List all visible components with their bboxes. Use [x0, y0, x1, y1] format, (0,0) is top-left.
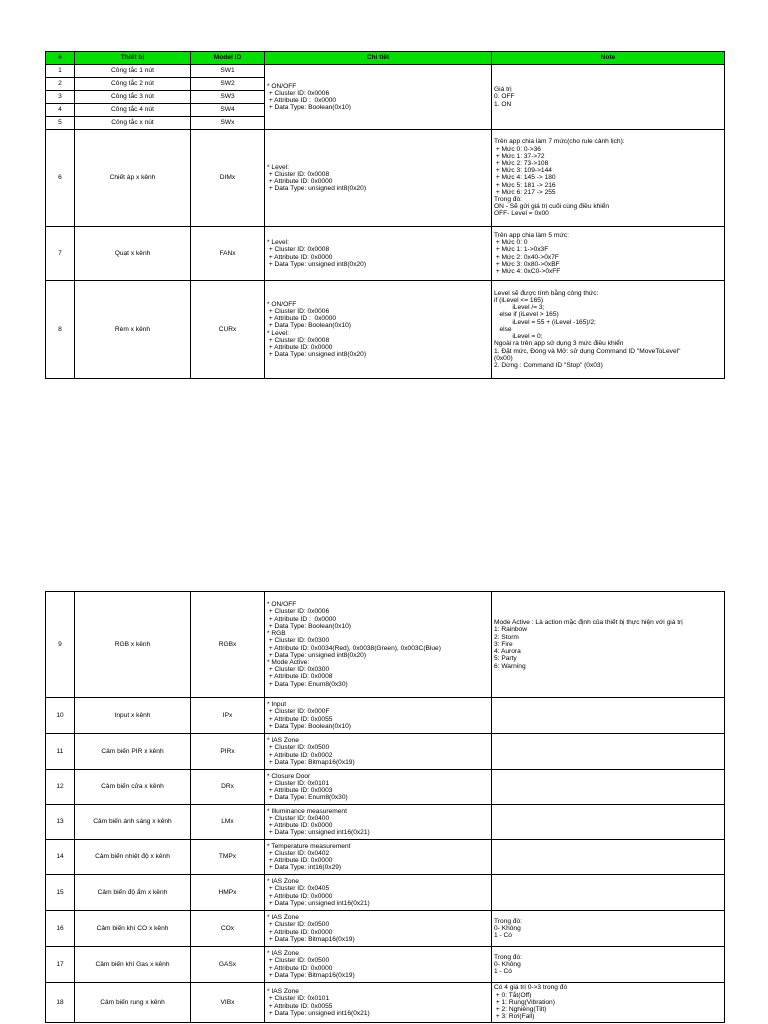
row-number: 3 — [46, 91, 75, 104]
row-detail: * ON/OFF + Cluster ID: 0x0006 + Attribute ID : 0x0000 + Data Type: Boolean(0x10) * Level: + Cluster ID: 0x0008 + Attribute ID: 0x0000 + Data Type: unsigned int8(0x20) — [265, 281, 492, 379]
row-model-id: SW4 — [191, 104, 265, 117]
row-device: Cảm biến nhiệt độ x kênh — [75, 840, 191, 875]
row-number: 8 — [46, 281, 75, 379]
row-note: Có 4 giá trị 0->3 trong đó + 0: Tắt(Off) + 1: Rung(Vibration) + 2: Nghiêng(Tilt) + 3: Rơi(Fall) — [492, 983, 725, 1023]
table-row — [46, 734, 725, 770]
row-model-id: SWx — [191, 117, 265, 130]
row-model-id: DRx — [191, 770, 265, 805]
row-model-id: SW3 — [191, 91, 265, 104]
row-model-id: PIRx — [191, 734, 265, 770]
table-row — [46, 281, 725, 379]
row-model-id: SW1 — [191, 65, 265, 78]
row-model-id: CURx — [191, 281, 265, 379]
row-detail: * ON/OFF + Cluster ID: 0x0006 + Attribute ID : 0x0000 + Data Type: Boolean(0x10) — [265, 65, 492, 130]
table-row — [46, 947, 725, 983]
row-number: 6 — [46, 130, 75, 227]
row-device: Công tắc 1 nút — [75, 65, 191, 78]
row-model-id: TMPx — [191, 840, 265, 875]
row-number: 15 — [46, 875, 75, 911]
row-device: Cảm biến khí Gas x kênh — [75, 947, 191, 983]
row-number: 5 — [46, 117, 75, 130]
row-device: Input x kênh — [75, 698, 191, 734]
row-number: 4 — [46, 104, 75, 117]
row-note — [492, 805, 725, 840]
row-detail: * Illuminance measurement + Cluster ID: 0x0400 + Attribute ID: 0x0000 + Data Type: unsigned int16(0x21) — [265, 805, 492, 840]
row-device: Cảm biến độ ẩm x kênh — [75, 875, 191, 911]
row-number: 9 — [46, 592, 75, 698]
row-device: Cảm biến khí CO x kênh — [75, 911, 191, 947]
header-device: Thiết bị — [75, 52, 191, 65]
row-device: Cảm biến cửa x kênh — [75, 770, 191, 805]
row-model-id: FANx — [191, 227, 265, 281]
row-detail: * IAS Zone + Cluster ID: 0x0405 + Attribute ID: 0x0000 + Data Type: unsigned int16(0x21) — [265, 875, 492, 911]
device-table-1 — [45, 51, 725, 379]
row-detail: * Level: + Cluster ID: 0x0008 + Attribute ID: 0x0000 + Data Type: unsigned int8(0x20) — [265, 130, 492, 227]
table-row — [46, 65, 725, 78]
row-number: 16 — [46, 911, 75, 947]
row-number: 2 — [46, 78, 75, 91]
table-row — [46, 130, 725, 227]
table-row — [46, 911, 725, 947]
row-note: Trên app chia làm 7 mức(cho rule cảnh lịch): + Mức 0: 0->36 + Mức 1: 37->72 + Mức 2: 73->108 + Mức 3: 109->144 + Mức 4: 145 -> 180 + Mức 5: 181 -> 216 + Mức 6: 217 -> 255 Trong đó: ON - Sẽ gửi giá trị cuối cùng điều khiển OFF- Level = 0x00 — [492, 130, 725, 227]
table-row — [46, 770, 725, 805]
row-detail: * ON/OFF + Cluster ID: 0x0006 + Attribute ID : 0x0000 + Data Type: Boolean(0x10) * RGB + Cluster ID: 0x0300 + Attribute ID: 0x0034(Red), 0x0038(Green), 0x003C(Blue) + Data Type: unsigned int8(0x20) * Mode Active: + Cluster ID: 0x0300 + Attribute ID: 0x0008 + Data Type: Enum8(0x30) — [265, 592, 492, 698]
row-model-id: COx — [191, 911, 265, 947]
row-detail: * Temperature measurement + Cluster ID: 0x0402 + Attribute ID: 0x0000 + Data Type: int16(0x29) — [265, 840, 492, 875]
row-number: 7 — [46, 227, 75, 281]
row-number: 13 — [46, 805, 75, 840]
row-note — [492, 875, 725, 911]
header-number: # — [46, 52, 75, 65]
header-model-id: Model ID — [191, 52, 265, 65]
row-detail: * IAS Zone + Cluster ID: 0x0500 + Attribute ID: 0x0000 + Data Type: Bitmap16(0x19) — [265, 911, 492, 947]
row-note: Mode Active : Là action mặc định của thiết bị thực hiện với giá trị 1: Rainbow 2: Storm 3: Fire 4: Aurora 5: Party 6: Warning — [492, 592, 725, 698]
row-detail: * IAS Zone + Cluster ID: 0x0101 + Attribute ID: 0x0055 + Data Type: unsigned int16(0x21) — [265, 983, 492, 1023]
row-model-id: HMPx — [191, 875, 265, 911]
row-note — [492, 698, 725, 734]
row-note: Trong đó: 0- Không 1 - Có — [492, 947, 725, 983]
row-device: Rèm x kênh — [75, 281, 191, 379]
row-model-id: VIBx — [191, 983, 265, 1023]
row-model-id: SW2 — [191, 78, 265, 91]
row-number: 14 — [46, 840, 75, 875]
row-model-id: GASx — [191, 947, 265, 983]
row-model-id: IPx — [191, 698, 265, 734]
table-row — [46, 983, 725, 1023]
row-number: 18 — [46, 983, 75, 1023]
row-note — [492, 840, 725, 875]
row-model-id: LMx — [191, 805, 265, 840]
device-table-2 — [45, 591, 725, 1023]
row-detail: * Input + Cluster ID: 0x000F + Attribute ID: 0x0055 + Data Type: Boolean(0x10) — [265, 698, 492, 734]
row-number: 12 — [46, 770, 75, 805]
row-device: RGB x kênh — [75, 592, 191, 698]
table-row — [46, 875, 725, 911]
row-device: Quạt x kênh — [75, 227, 191, 281]
header-note: Note — [492, 52, 725, 65]
row-device: Công tắc x nút — [75, 117, 191, 130]
row-detail: * Closure Door + Cluster ID: 0x0101 + Attribute ID: 0x0003 + Data Type: Enum8(0x30) — [265, 770, 492, 805]
row-device: Cảm biến rung x kênh — [75, 983, 191, 1023]
row-model-id: RGBx — [191, 592, 265, 698]
row-number: 10 — [46, 698, 75, 734]
row-number: 17 — [46, 947, 75, 983]
row-model-id: DIMx — [191, 130, 265, 227]
row-number: 11 — [46, 734, 75, 770]
row-device: Cảm biến ánh sáng x kênh — [75, 805, 191, 840]
row-note: Trong đó: 0- Không 1 - Có — [492, 911, 725, 947]
row-note — [492, 770, 725, 805]
row-device: Công tắc 2 nút — [75, 78, 191, 91]
table-row — [46, 227, 725, 281]
header-detail: Chi tiết — [265, 52, 492, 65]
table-row — [46, 698, 725, 734]
row-number: 1 — [46, 65, 75, 78]
row-detail: * Level: + Cluster ID: 0x0008 + Attribute ID: 0x0000 + Data Type: unsigned int8(0x20) — [265, 227, 492, 281]
row-detail: * IAS Zone + Cluster ID: 0x0500 + Attribute ID: 0x0000 + Data Type: Bitmap16(0x19) — [265, 947, 492, 983]
row-note: Giá trị 0. OFF 1. ON — [492, 65, 725, 130]
row-detail: * IAS Zone + Cluster ID: 0x0500 + Attribute ID: 0x0002 + Data Type: Bitmap16(0x19) — [265, 734, 492, 770]
row-device: Công tắc 3 nút — [75, 91, 191, 104]
row-note: Trên app chia làm 5 mức: + Mức 0: 0 + Mức 1: 1->0x3F + Mức 2: 0x40->0x7F + Mức 3: 0x80->0xBF + Mức 4: 0xC0->0xFF — [492, 227, 725, 281]
row-device: Chiết áp x kênh — [75, 130, 191, 227]
table-header-row — [46, 52, 725, 65]
table-row — [46, 805, 725, 840]
row-device: Công tắc 4 nút — [75, 104, 191, 117]
row-device: Cảm biến PIR x kênh — [75, 734, 191, 770]
row-note — [492, 734, 725, 770]
table-row — [46, 592, 725, 698]
row-note: Level sẽ được tính bằng công thức: if (iLevel <= 165) iLevel /= 3; else if (iLevel > 165) iLevel = 55 + (iLevel -165)/2; else iLevel = 0; Ngoài ra trên app sử dụng 3 mức điều khiển 1. Đặt mức, Đóng và Mở: sử dụng Command ID "MoveToLevel" (0x00) 2. Dừng : Command ID "Stop" (0x03) — [492, 281, 725, 379]
table-row — [46, 840, 725, 875]
